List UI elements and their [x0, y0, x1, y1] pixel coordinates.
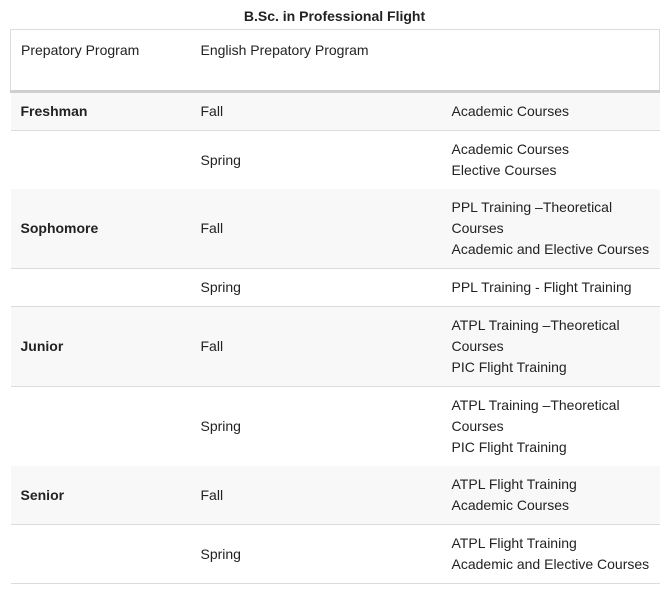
- course-item: ATPL Flight Training: [451, 535, 577, 551]
- term-cell: Fall: [191, 466, 442, 525]
- year-cell: Senior: [11, 466, 191, 525]
- term-cell: Spring: [191, 269, 442, 307]
- course-item: Academic Courses: [451, 103, 569, 119]
- table-row: [11, 131, 660, 190]
- table-caption: B.Sc. in Professional Flight: [243, 8, 426, 24]
- header-cell-program: Prepatory Program: [11, 30, 191, 92]
- program-table-body: [11, 92, 660, 584]
- table-row: [11, 92, 660, 131]
- course-item: Academic and Elective Courses: [451, 241, 650, 257]
- courses-cell: [442, 131, 660, 190]
- term-cell: Spring: [191, 131, 442, 190]
- table-row: [11, 307, 660, 387]
- courses-cell: [442, 307, 660, 387]
- courses-cell: [442, 189, 660, 269]
- courses-cell: [442, 387, 660, 467]
- year-cell: [11, 387, 191, 467]
- courses-cell: [442, 466, 660, 525]
- year-cell: [11, 131, 191, 190]
- table-row: [11, 525, 660, 584]
- course-item: ATPL Flight Training: [451, 476, 577, 492]
- year-cell: Sophomore: [11, 189, 191, 269]
- header-cell-english-program: English Prepatory Program: [191, 30, 442, 92]
- course-item: Academic Courses: [451, 497, 569, 513]
- table-row: [11, 466, 660, 525]
- year-cell: Freshman: [11, 92, 191, 131]
- course-item: Academic Courses: [451, 141, 569, 157]
- course-item: Elective Courses: [451, 162, 557, 178]
- year-cell: [11, 525, 191, 584]
- term-cell: Spring: [191, 525, 442, 584]
- table-row: [11, 387, 660, 467]
- course-item: PPL Training - Flight Training: [451, 279, 632, 295]
- table-row: [11, 269, 660, 307]
- courses-cell: [442, 92, 660, 131]
- year-cell: [11, 269, 191, 307]
- table-row: [11, 189, 660, 269]
- courses-cell: [442, 525, 660, 584]
- course-item: PPL Training –Theoretical Courses: [451, 199, 613, 236]
- courses-cell: [442, 269, 660, 307]
- course-item: ATPL Training –Theoretical Courses: [451, 397, 620, 434]
- term-cell: Fall: [191, 307, 442, 387]
- course-item: ATPL Training –Theoretical Courses: [451, 317, 620, 354]
- term-cell: Spring: [191, 387, 442, 467]
- course-item: PIC Flight Training: [451, 439, 567, 455]
- course-item: PIC Flight Training: [451, 359, 567, 375]
- term-cell: Fall: [191, 189, 442, 269]
- header-cell-courses: [442, 30, 660, 92]
- program-table: [10, 29, 660, 584]
- year-cell: Junior: [11, 307, 191, 387]
- term-cell: Fall: [191, 92, 442, 131]
- header-row: [11, 30, 660, 92]
- course-item: Academic and Elective Courses: [451, 556, 650, 572]
